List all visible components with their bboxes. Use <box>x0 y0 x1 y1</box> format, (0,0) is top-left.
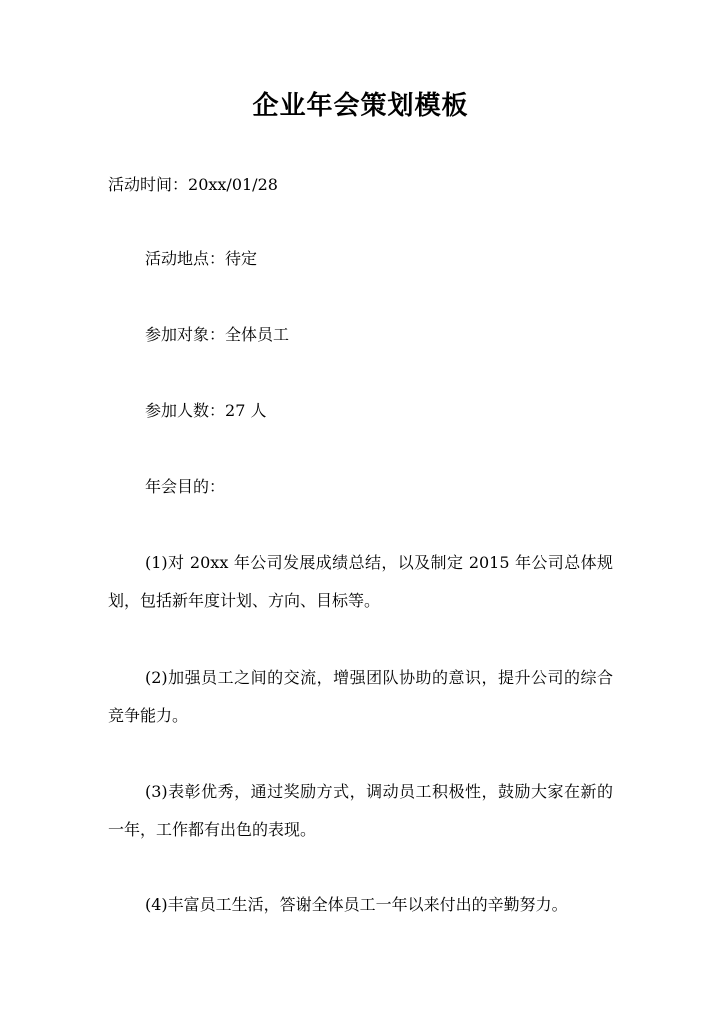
field-participant-count <box>145 400 266 422</box>
purpose-item-1 <box>108 544 613 620</box>
field-value: 待定 <box>225 249 258 268</box>
purpose-text: (4)丰富员工生活，答谢全体员工一年以来付出的辛勤努力。 <box>145 895 568 914</box>
field-label: 活动地点： <box>145 249 226 268</box>
purpose-item-3 <box>108 773 613 849</box>
purpose-item-4 <box>108 886 613 924</box>
field-activity-location <box>145 248 257 270</box>
field-label: 参加对象： <box>145 325 226 344</box>
purpose-text: (1)对 20xx 年公司发展成绩总结，以及制定 2015 年公司总体规划，包括新年度计划、方向、目标等。 <box>108 553 613 610</box>
field-activity-time <box>108 174 278 196</box>
purpose-item-2 <box>108 659 613 735</box>
field-participants <box>145 324 289 346</box>
purpose-text: (2)加强员工之间的交流，增强团队协助的意识，提升公司的综合竞争能力。 <box>108 668 613 725</box>
field-value: 27 人 <box>225 401 267 420</box>
document-title: 企业年会策划模板 <box>252 91 469 121</box>
purpose-heading: 年会目的： <box>145 477 226 496</box>
field-value: 全体员工 <box>225 325 290 344</box>
purpose-text: (3)表彰优秀，通过奖励方式，调动员工积极性，鼓励大家在新的一年，工作都有出色的表现。 <box>108 782 613 839</box>
field-value: 20xx/01/28 <box>188 175 278 194</box>
field-label: 参加人数： <box>145 401 226 420</box>
field-label: 活动时间： <box>108 175 189 194</box>
